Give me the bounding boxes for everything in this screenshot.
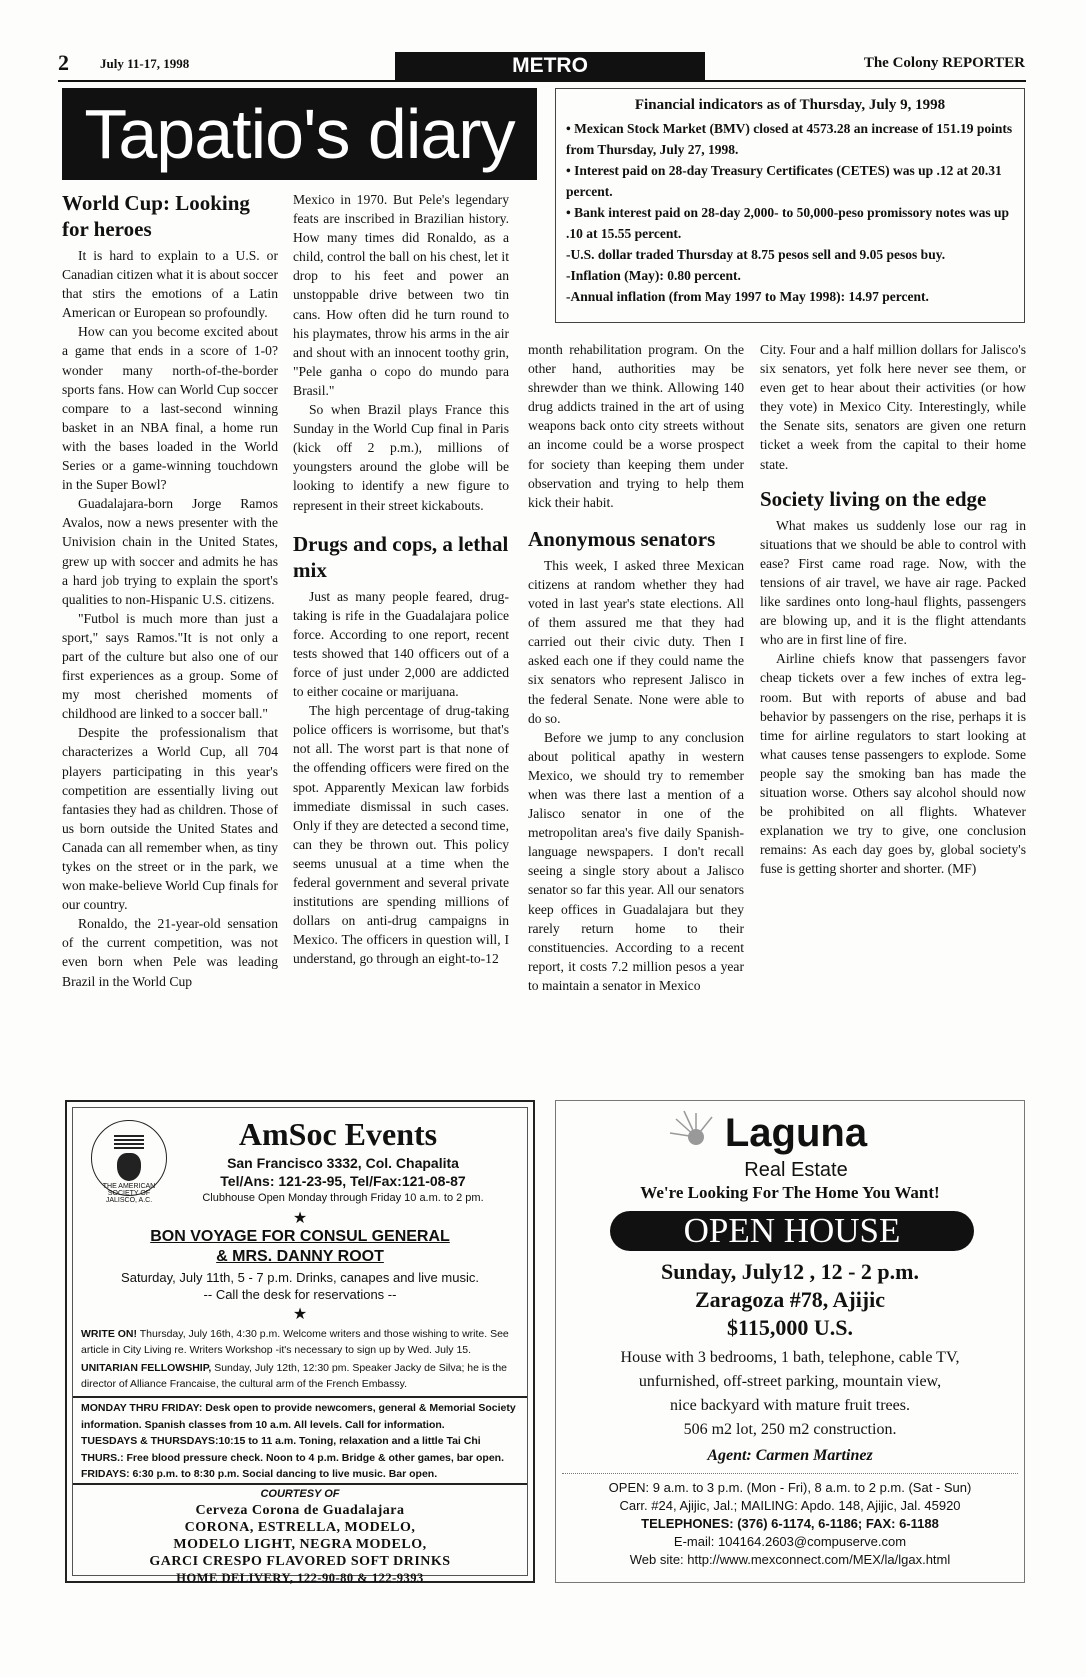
article-paragraph: City. Four and a half million dollars for Jalisco's six senators, yet folk here never see them, or even get to hear about their activities (or how they vote) in Mexico City. Interestingly, while the Senate sits, senators are given one return ticket a week from the capital to their home state. xyxy=(760,342,1026,472)
column-banner: Tapatio's diary xyxy=(62,88,537,180)
issue-date: July 11-17, 1998 xyxy=(100,56,190,71)
amsoc-address: San Francisco 3332, Col. Chapalita xyxy=(227,1155,459,1171)
eagle-emblem-icon xyxy=(117,1153,141,1181)
seal-text: THE AMERICAN SOCIETY OF JALISCO, A.C. xyxy=(102,1183,156,1204)
sponsor-line: Cerveza Corona de Guadalajara xyxy=(195,1503,405,1518)
divider xyxy=(562,1473,1018,1475)
open-house-price: $115,000 U.S. xyxy=(727,1315,853,1340)
unitarian-text: Sunday, July 12th, 12:30 pm. Speaker Jacky de Silva; he is the director of Alliance Francaise, the cultural arm of the French Embassy. xyxy=(81,1362,508,1390)
event-detail: Saturday, July 11th, 5 - 7 p.m. Drinks, canapes and live music. xyxy=(121,1270,479,1285)
courtesy-label: COURTESY OF xyxy=(260,1488,340,1500)
schedule-item: MONDAY THRU FRIDAY: Desk open to provide newcomers, general & Memorial Society information. Spanish classes from 10 a.m. All levels. Call for information. xyxy=(81,1402,516,1431)
divider xyxy=(73,1396,527,1398)
amsoc-events-ad xyxy=(65,1100,535,1583)
article-paragraph: Guadalajara-born Jorge Ramos Avalos, now a news presenter with the Univision chain in the United States, grew up with soccer and admits he has a hard job trying to explain the sport's qualities to non-Hispanic U.S. citizens. xyxy=(62,496,278,607)
section-title: METRO xyxy=(395,52,705,80)
amsoc-inner-frame xyxy=(72,1107,528,1585)
financial-indicators-box xyxy=(555,88,1025,323)
article-paragraph: So when Brazil plays France this Sunday in the World Cup final in Paris (kick off 2 p.m.), millions of youngsters around the globe will be looking to identify a new figure to represent in their street kickabouts. xyxy=(293,402,509,513)
amsoc-phone: Tel/Ans: 121-23-95, Tel/Fax:121-08-87 xyxy=(220,1173,466,1189)
amsoc-title: AmSoc Events xyxy=(238,1116,438,1152)
financial-line: • Mexican Stock Market (BMV) closed at 4573.28 an increase of 151.19 points from Thursday, July 27, 1998. xyxy=(566,121,1013,157)
header-divider xyxy=(58,80,1026,82)
article-column-3 xyxy=(528,340,744,995)
schedule-list xyxy=(81,1400,519,1483)
laguna-real-estate-ad xyxy=(555,1100,1025,1583)
event-title: & MRS. DANNY ROOT xyxy=(216,1248,384,1265)
contact-website: Web site: http://www.mexconnect.com/MEX/la/lgax.html xyxy=(629,1552,951,1567)
agent-name: Agent: Carmen Martinez xyxy=(707,1447,873,1464)
financial-line: • Interest paid on 28-day Treasury Certificates (CETES) was up .12 at 20.31 percent. xyxy=(566,163,1002,199)
flag-icon xyxy=(114,1135,144,1149)
article-paragraph: The high percentage of drug-taking police officers is worrisome, but that's not all. The worst part is that none of the offending officers were fired on the spot. Apparently Mexican law forbids immediate dismissal in such cases. Only if they are detected a second time, can they be thrown out. This policy seems unusual at a time when the federal government and several private institutions are spending millions of dollars on anti-drug campaigns in Mexico. The officers in question will, I understand, go through an eight-to-12 xyxy=(293,703,509,967)
contact-line: Carr. #24, Ajijic, Jal.; MAILING: Apdo. 148, Ajijic, Jal. 45920 xyxy=(619,1498,961,1513)
schedule-item: TUESDAYS & THURSDAYS:10:15 to 11 a.m. Toning, relaxation and a little Tai Chi xyxy=(81,1435,481,1447)
article-column-4 xyxy=(760,340,1026,878)
event-title: BON VOYAGE FOR CONSUL GENERAL xyxy=(150,1228,450,1245)
unitarian-label: UNITARIAN FELLOWSHIP, xyxy=(81,1362,212,1374)
paper-name: The Colony REPORTER xyxy=(863,55,1025,71)
article-paragraph: Despite the professionalism that characterizes a World Cup, all 704 players participating in this year's competition are essentially living out fantasies they had as children. Those of us born outside the United States and Canada can all remember when, as tiny tykes on the street or in the park, we won make-believe World Cup finals for our country. xyxy=(62,725,278,913)
schedule-item: THURS.: Free blood pressure check. Noon to 4 p.m. Bridge & other games, bar open. xyxy=(81,1451,504,1464)
article-paragraph: This week, I asked three Mexican citizens at random whether they had voted in last year's state elections. All of them assured me that they had carried out their civic duty. Then I asked each one if they could name the six senators who represent Jalisco in the federal Senate. None were able to do so. xyxy=(528,557,744,726)
article-paragraph: Ronaldo, the 21-year-old sensation of the current competition, was not even born when Pele was leading Brazil in the World Cup xyxy=(62,916,278,989)
article-paragraph: What makes us suddenly lose our rag in situations that we should be able to control with ease? First came road rage. Now, with the tensions of air travel, we have air rage. Packed like sardines onto long-haul flights, passengers are blowing up, and it is the flight attendants who are in first line of fire. xyxy=(760,517,1026,648)
article-column-2 xyxy=(293,190,509,968)
article-paragraph: "Futbol is much more than just a sport," says Ramos."It is not only a part of the culture but also one of our first experiences as a group. Some of my most cherished moments of childhood are linked to a soccer ball." xyxy=(62,610,278,722)
laguna-title: Laguna xyxy=(724,1111,868,1155)
unitarian-notice xyxy=(81,1360,519,1392)
contact-phone: TELEPHONES: (376) 6-1174, 6-1186; FAX: 6-1188 xyxy=(641,1516,939,1531)
open-house-where: Zaragoza #78, Ajijic xyxy=(694,1287,886,1312)
laguna-subtitle: Real Estate xyxy=(744,1159,848,1181)
page-number: 2 xyxy=(58,50,69,75)
feature-line: House with 3 bedrooms, 1 bath, telephone, cable TV, xyxy=(620,1349,960,1366)
financial-line: • Bank interest paid on 28-day 2,000- to 50,000-peso promissory notes was up .10 at 15.55 percent. xyxy=(566,205,1010,241)
star-icon: ★ xyxy=(292,1306,308,1323)
article-column-1 xyxy=(62,190,278,991)
amsoc-hours: Clubhouse Open Monday through Friday 10 a.m. to 2 pm. xyxy=(202,1192,484,1204)
article-paragraph: Mexico in 1970. But Pele's legendary feats are inscribed in Brazilian history. How many times did Ronaldo, as a child, control the ball on his chest, let it drop to his feet and power an unstoppable drive between two tin cans. How often did he turn round to his playmates, throw his arms in the air and shout with an innocent toothy grin, "Pele ganha o copo do mundo para Brasil." xyxy=(293,192,509,398)
society-heading: Society living on the edge xyxy=(760,486,987,511)
open-house-banner: OPEN HOUSE xyxy=(610,1211,974,1251)
feature-line: nice backyard with mature fruit trees. xyxy=(670,1397,910,1414)
financial-line: -Annual inflation (from May 1997 to May 1998): 14.97 percent. xyxy=(566,289,929,304)
article-paragraph: month rehabilitation program. On the other hand, authorities may be shrewder than we think. Allowing 140 drug addicts trained in the art of using weapons back onto city streets without an income could be a worse prospect for society than keeping them under observation and trying to help them kick their habit. xyxy=(528,342,744,510)
financial-line: -Inflation (May): 0.80 percent. xyxy=(566,268,741,283)
world-cup-heading: World Cup: Looking for heroes xyxy=(62,191,250,241)
sponsor-line: HOME DELIVERY, 122-90-80 & 122-9393 xyxy=(176,1571,424,1585)
article-paragraph: Just as many people feared, drug-taking is rife in the Guadalajara police force. According to one report, recent tests showed that 140 officers out of a force of just under 2,000 are addicted to either cocaine or marijuana. xyxy=(293,588,509,700)
sponsor-line: CORONA, ESTRELLA, MODELO, xyxy=(184,1520,416,1535)
senators-heading: Anonymous senators xyxy=(528,526,716,551)
drugs-heading: Drugs and cops, a lethal mix xyxy=(293,531,509,582)
article-paragraph: Airline chiefs know that passengers favor cheap tickets over a few inches of extra leg-room. But with reports of abuse and bad behavior by passengers on the rise, perhaps it is time for airline regulators to start looking at what causes tense passengers to explode. Some people say the smoking ban has made the situation worse. Others say alcohol should now be prohibited on all flights. Whatever explanation we try to give, one conclusion remains: As each day goes by, global society's fuse is getting shorter and shorter. (MF) xyxy=(760,651,1026,877)
write-on-text: Thursday, July 16th, 4:30 p.m. Welcome writers and those wishing to write. See article in City Living re. Writers Workshop -it's necessary to sign up by Wed. July 15. xyxy=(81,1328,509,1356)
event-note: -- Call the desk for reservations -- xyxy=(203,1287,397,1302)
divider xyxy=(73,1483,527,1485)
write-on-notice xyxy=(81,1326,519,1358)
schedule-item: FRIDAYS: 6:30 p.m. to 8:30 p.m. Social dancing to live music. Bar open. xyxy=(81,1468,438,1480)
contact-line: OPEN: 9 a.m. to 3 p.m. (Mon - Fri), 8 a.m. to 2 p.m. (Sat - Sun) xyxy=(608,1480,972,1495)
financial-title: Financial indicators as of Thursday, July 9, 1998 xyxy=(634,97,946,113)
star-icon: ★ xyxy=(292,1210,308,1227)
feature-line: 506 m2 lot, 250 m2 construction. xyxy=(683,1421,897,1438)
article-paragraph: How can you become excited about a game that ends in a score of 1-0? wonder many north-of-the-border sports fans. How can World Cup soccer compare to a last-second winning basket in an NBA final, a home run with the bases loaded in the World Series or a game-winning touchdown in the Super Bowl? xyxy=(62,324,278,493)
feature-line: unfurnished, off-street parking, mountain view, xyxy=(638,1373,942,1390)
financial-line: -U.S. dollar traded Thursday at 8.75 pesos sell and 9.05 pesos buy. xyxy=(566,247,946,262)
open-house-when: Sunday, July12 , 12 - 2 p.m. xyxy=(661,1259,919,1284)
society-seal-icon xyxy=(91,1120,167,1204)
write-on-label: WRITE ON! xyxy=(81,1328,137,1340)
laguna-tagline: We're Looking For The Home You Want! xyxy=(640,1183,940,1202)
sponsor-line: MODELO LIGHT, NEGRA MODELO, xyxy=(173,1537,427,1552)
contact-email: E-mail: 104164.2603@compuserve.com xyxy=(673,1534,907,1549)
sponsor-line: GARCI CRESPO FLAVORED SOFT DRINKS xyxy=(149,1554,451,1569)
article-paragraph: Before we jump to any conclusion about political apathy in western Mexico, we should try to remember when was there last a mention of a Jalisco senator in one of the metropolitan area's five daily Spanish-language newspapers. I don't recall seeing a single story about a Jalisco senator so far this year. All our senators keep offices in Guadalajara but they rarely return home to their constituencies. According to a recent report, it costs 7.2 million pesos a year to maintain a senator in Mexico xyxy=(528,729,744,993)
article-paragraph: It is hard to explain to a U.S. or Canadian citizen what it is about soccer that stirs the emotions of a Latin American or European so profoundly. xyxy=(62,248,278,321)
